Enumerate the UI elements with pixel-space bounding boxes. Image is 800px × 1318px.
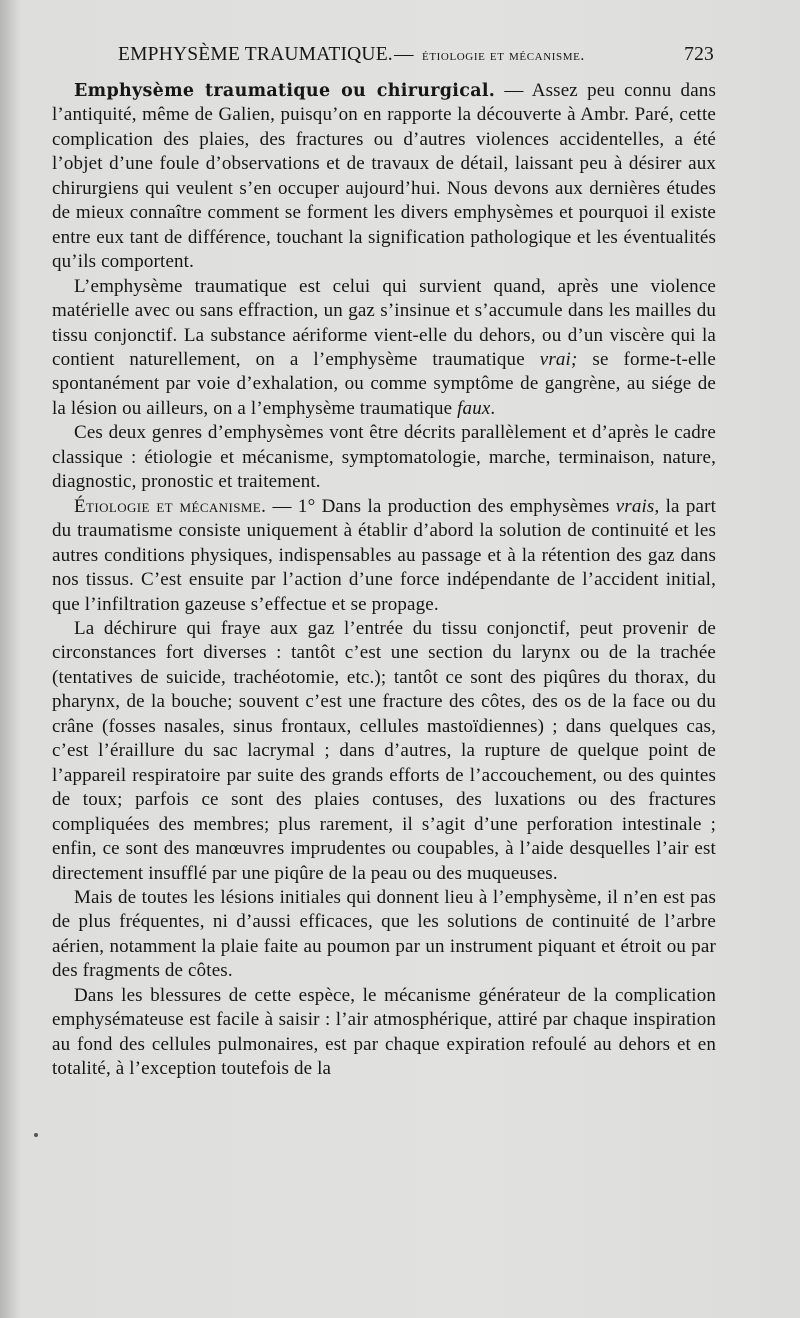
- paragraph-text: Dans les blessures de cette espèce, le mécanisme générateur de la complication emphysémateuse est facile à saisir : l’air atmosphérique, attiré par chaque inspiration au fond des cellules pulmonaires, est par chaque expiration refoulé au dehors et en totalité, à l’exception toutefois de la: [52, 984, 716, 1080]
- binding-shadow: [0, 0, 22, 1318]
- body-text: [52, 79, 716, 1082]
- paragraph-text: se forme-t-elle spontanément par voie d’exhalation, ou comme symptôme de gangrène, au siége de la lésion ou ailleurs, on a l’emphysème traumatique: [52, 348, 717, 419]
- subsection-heading: Étiologie et mécanisme.: [74, 495, 267, 517]
- paragraph-6: [52, 886, 716, 984]
- paragraph-3: [52, 421, 716, 494]
- running-head-dash: —: [394, 44, 414, 65]
- running-head: [118, 40, 718, 70]
- paragraph-text: — 1° Dans la production des emphysèmes: [266, 495, 616, 517]
- paragraph-4: [52, 495, 716, 617]
- paragraph-text: .: [490, 397, 496, 419]
- paragraph-text: La déchirure qui fraye aux gaz l’entrée du tissu conjonctif, peut provenir de circonstances fort diverses : tantôt c’est une section du larynx ou de la trachée (tentatives de suicide, trachéotomie, etc.); tantôt ce sont des piqûres du thorax, du pharynx, de la bouche; souvent c’est une fracture des côtes, des os de la face ou du crâne (fosses nasales, sinus frontaux, cellules mastoïdiennes) ; dans quelques cas, c’est l’éraillure du sac lacrymal ; dans d’autres, la rupture de quelque point de l’appareil respiratoire par suite des grands efforts de l’accouchement, ou des quintes de toux; parfois ce sont des plaies contuses, des luxations ou des fractures compliquées des membres; plus rarement, il s’agit d’une perforation intestinale ; enfin, ce sont des manœuvres imprudentes ou coupables, à l’aide desquelles l’air est directement insufflé par une piqûre de la peau ou des muqueuses.: [52, 617, 716, 884]
- paragraph-text: Ces deux genres d’emphysèmes vont être décrits parallèlement et d’après le cadre classique : étiologie et mécanisme, symptomatologie, marche, terminaison, nature, diagnostic, pronostic et traitement.: [52, 422, 716, 493]
- running-head-section: étiologie et mécanisme.: [422, 47, 585, 64]
- paragraph-2: [52, 275, 716, 422]
- emphasis: faux: [457, 397, 491, 419]
- ink-speck: [34, 1133, 38, 1137]
- paragraph-text: Mais de toutes les lésions initiales qui donnent lieu à l’emphysème, il n’en est pas de plus fréquentes, ni d’aussi efficaces, que les solutions de continuité de l’arbre aérien, notamment la plaie faite au poumon par un instrument piquant et étroit ou par des fragments de côtes.: [52, 886, 716, 982]
- section-heading: Emphysème traumatique ou chirurgical.: [74, 81, 496, 101]
- paragraph-5: [52, 617, 716, 886]
- paragraph-7: [52, 984, 716, 1082]
- page-number: 723: [684, 44, 714, 65]
- paragraph-text: — Assez peu connu dans l’antiquité, même de Galien, puisqu’on en rapporte la découverte à Ambr. Paré, cette complication des plaies, des fractures ou d’autres violences accidentelles, a été l’objet d’une foule d’observations et de travaux de détail, laissant peu à désirer aux chirurgiens qui veulent s’en occuper aujourd’hui. Nous devons aux dernières études de mieux connaître comment se forment les divers emphysèmes et pourquoi il existe entre eux tant de différence, touchant la signification pathologique et les éventualités qu’ils comportent.: [52, 80, 716, 273]
- running-head-title: EMPHYSÈME TRAUMATIQUE.: [118, 44, 393, 65]
- paragraph-1: [52, 79, 716, 275]
- paragraph-text: , la part du traumatisme consiste uniquement à établir d’abord la solution de continuité et les autres conditions physiques, indispensables au passage et à la rétention des gaz dans nos tissus. C’est ensuite par l’action d’une force indépendante de l’accident initial, que l’infiltration gazeuse s’effectue et se propage.: [52, 495, 716, 615]
- emphasis: vrai;: [539, 348, 578, 370]
- emphasis: vrais: [615, 495, 655, 517]
- paragraph-text: L’emphysème traumatique est celui qui survient quand, après une violence matérielle avec ou sans effraction, un gaz s’insinue et s’accumule dans les mailles du tissu conjonctif. La substance aériforme vient-elle du dehors, ou d’un viscère qui la contient naturellement, on a l’emphysème traumatique: [52, 275, 716, 370]
